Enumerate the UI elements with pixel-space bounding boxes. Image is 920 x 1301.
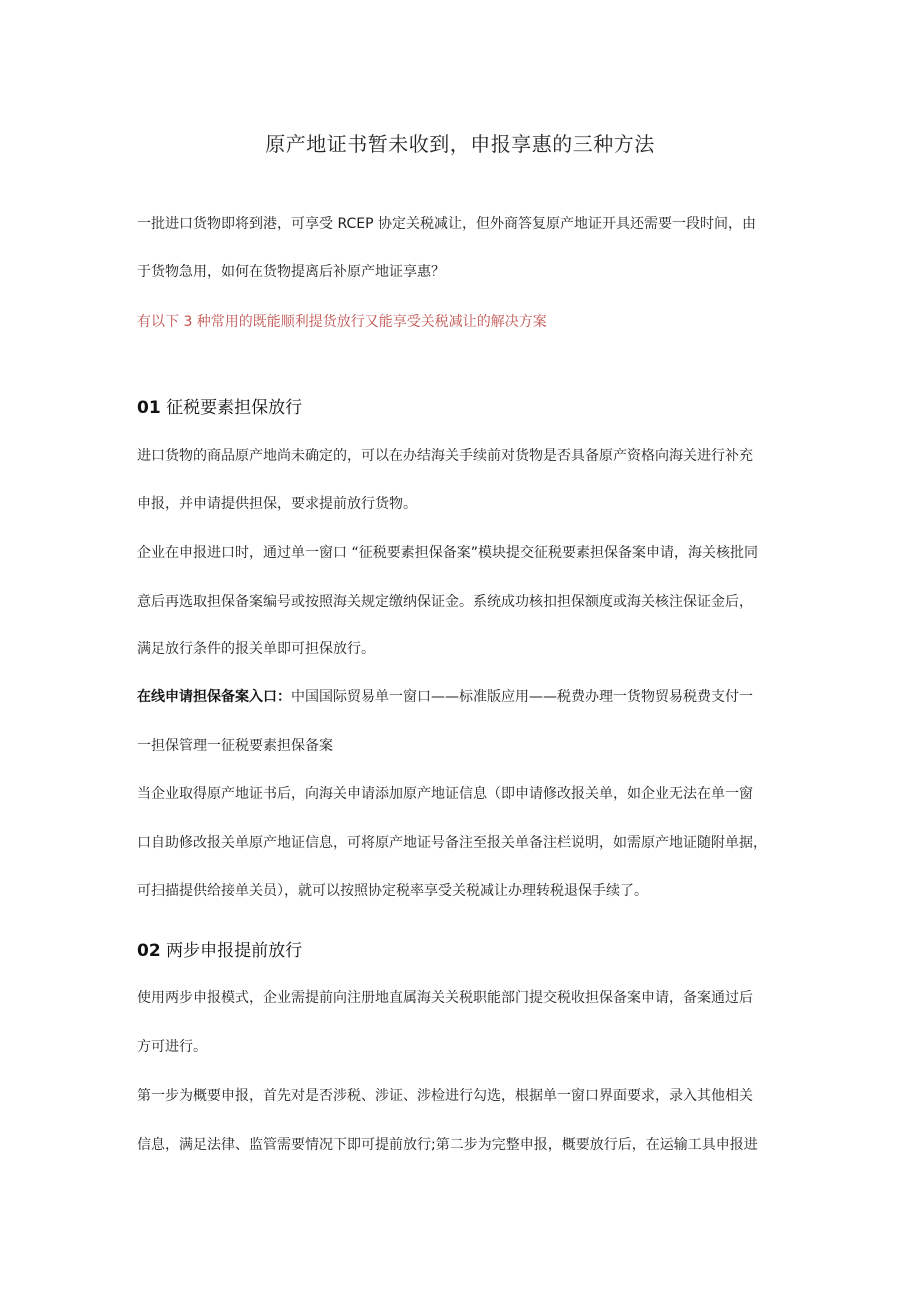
section-1-paragraph-3-line-1: 当企业取得原产地证书后，向海关申请添加原产地证信息（即申请修改报关单，如企业无法在单一窗 <box>137 786 753 802</box>
section-2-paragraph-1-line-1: 使用两步申报模式，企业需提前向注册地直属海关关税职能部门提交税收担保备案申请，备案通过后 <box>137 990 753 1006</box>
intro-line-1: 一批进口货物即将到港，可享受 RCEP 协定关税减让，但外商答复原产地证开具还需要一段时间，由 <box>137 216 756 232</box>
entry-label: 在线申请担保备案入口： <box>137 689 291 705</box>
section-1-paragraph-2-line-3: 满足放行条件的报关单即可担保放行。 <box>137 641 375 657</box>
section-1-title: 征税要素担保放行 <box>166 398 303 418</box>
section-2-paragraph-2-line-1: 第一步为概要申报，首先对是否涉税、涉证、涉检进行勾选，根据单一窗口界面要求，录入其他相关 <box>137 1088 753 1104</box>
section-1-entry-line-1 <box>137 687 797 707</box>
entry-path: 中国国际贸易单一窗口——标准版应用——税费办理一货物贸易税费支付一 <box>291 689 753 705</box>
section-1-heading <box>137 396 302 420</box>
intro-highlight: 有以下 3 种常用的既能顺利提货放行又能享受关税减让的解决方案 <box>137 314 547 330</box>
document-title: 原产地证书暂未收到，申报享惠的三种方法 <box>265 132 655 156</box>
section-2-title: 两步申报提前放行 <box>166 941 303 961</box>
section-2-paragraph-2-line-2: 信息，满足法律、监管需要情况下即可提前放行;第二步为完整申报，概要放行后，在运输工具申报进 <box>137 1137 758 1153</box>
section-2-number: 02 <box>137 941 161 961</box>
section-1-paragraph-1-line-2: 申报，并申请提供担保，要求提前放行货物。 <box>137 496 417 512</box>
section-2-paragraph-1-line-2: 方可进行。 <box>137 1039 207 1055</box>
section-2-heading <box>137 939 302 963</box>
section-1-paragraph-2-line-2: 意后再选取担保备案编号或按照海关规定缴纳保证金。系统成功核扣担保额度或海关核注保证金后， <box>137 594 753 610</box>
section-1-paragraph-2-line-1: 企业在申报进口时，通过单一窗口 “征税要素担保备案”模块提交征税要素担保备案申请，海关核批同 <box>137 545 758 561</box>
section-1-paragraph-3-line-3: 可扫描提供给接单关员），就可以按照协定税率享受关税减让办理转税退保手续了。 <box>137 883 648 899</box>
section-1-entry-line-2: 一担保管理一征税要素担保备案 <box>137 738 333 754</box>
intro-line-2: 于货物急用，如何在货物提离后补原产地证享惠？ <box>137 264 445 280</box>
section-1-number: 01 <box>137 398 161 418</box>
section-1-paragraph-3-line-2: 口自助修改报关单原产地证信息，可将原产地证号备注至报关单备注栏说明，如需原产地证随附单据， <box>137 835 767 851</box>
section-1-paragraph-1-line-1: 进口货物的商品原产地尚未确定的，可以在办结海关手续前对货物是否具备原产资格向海关进行补充 <box>137 448 753 464</box>
